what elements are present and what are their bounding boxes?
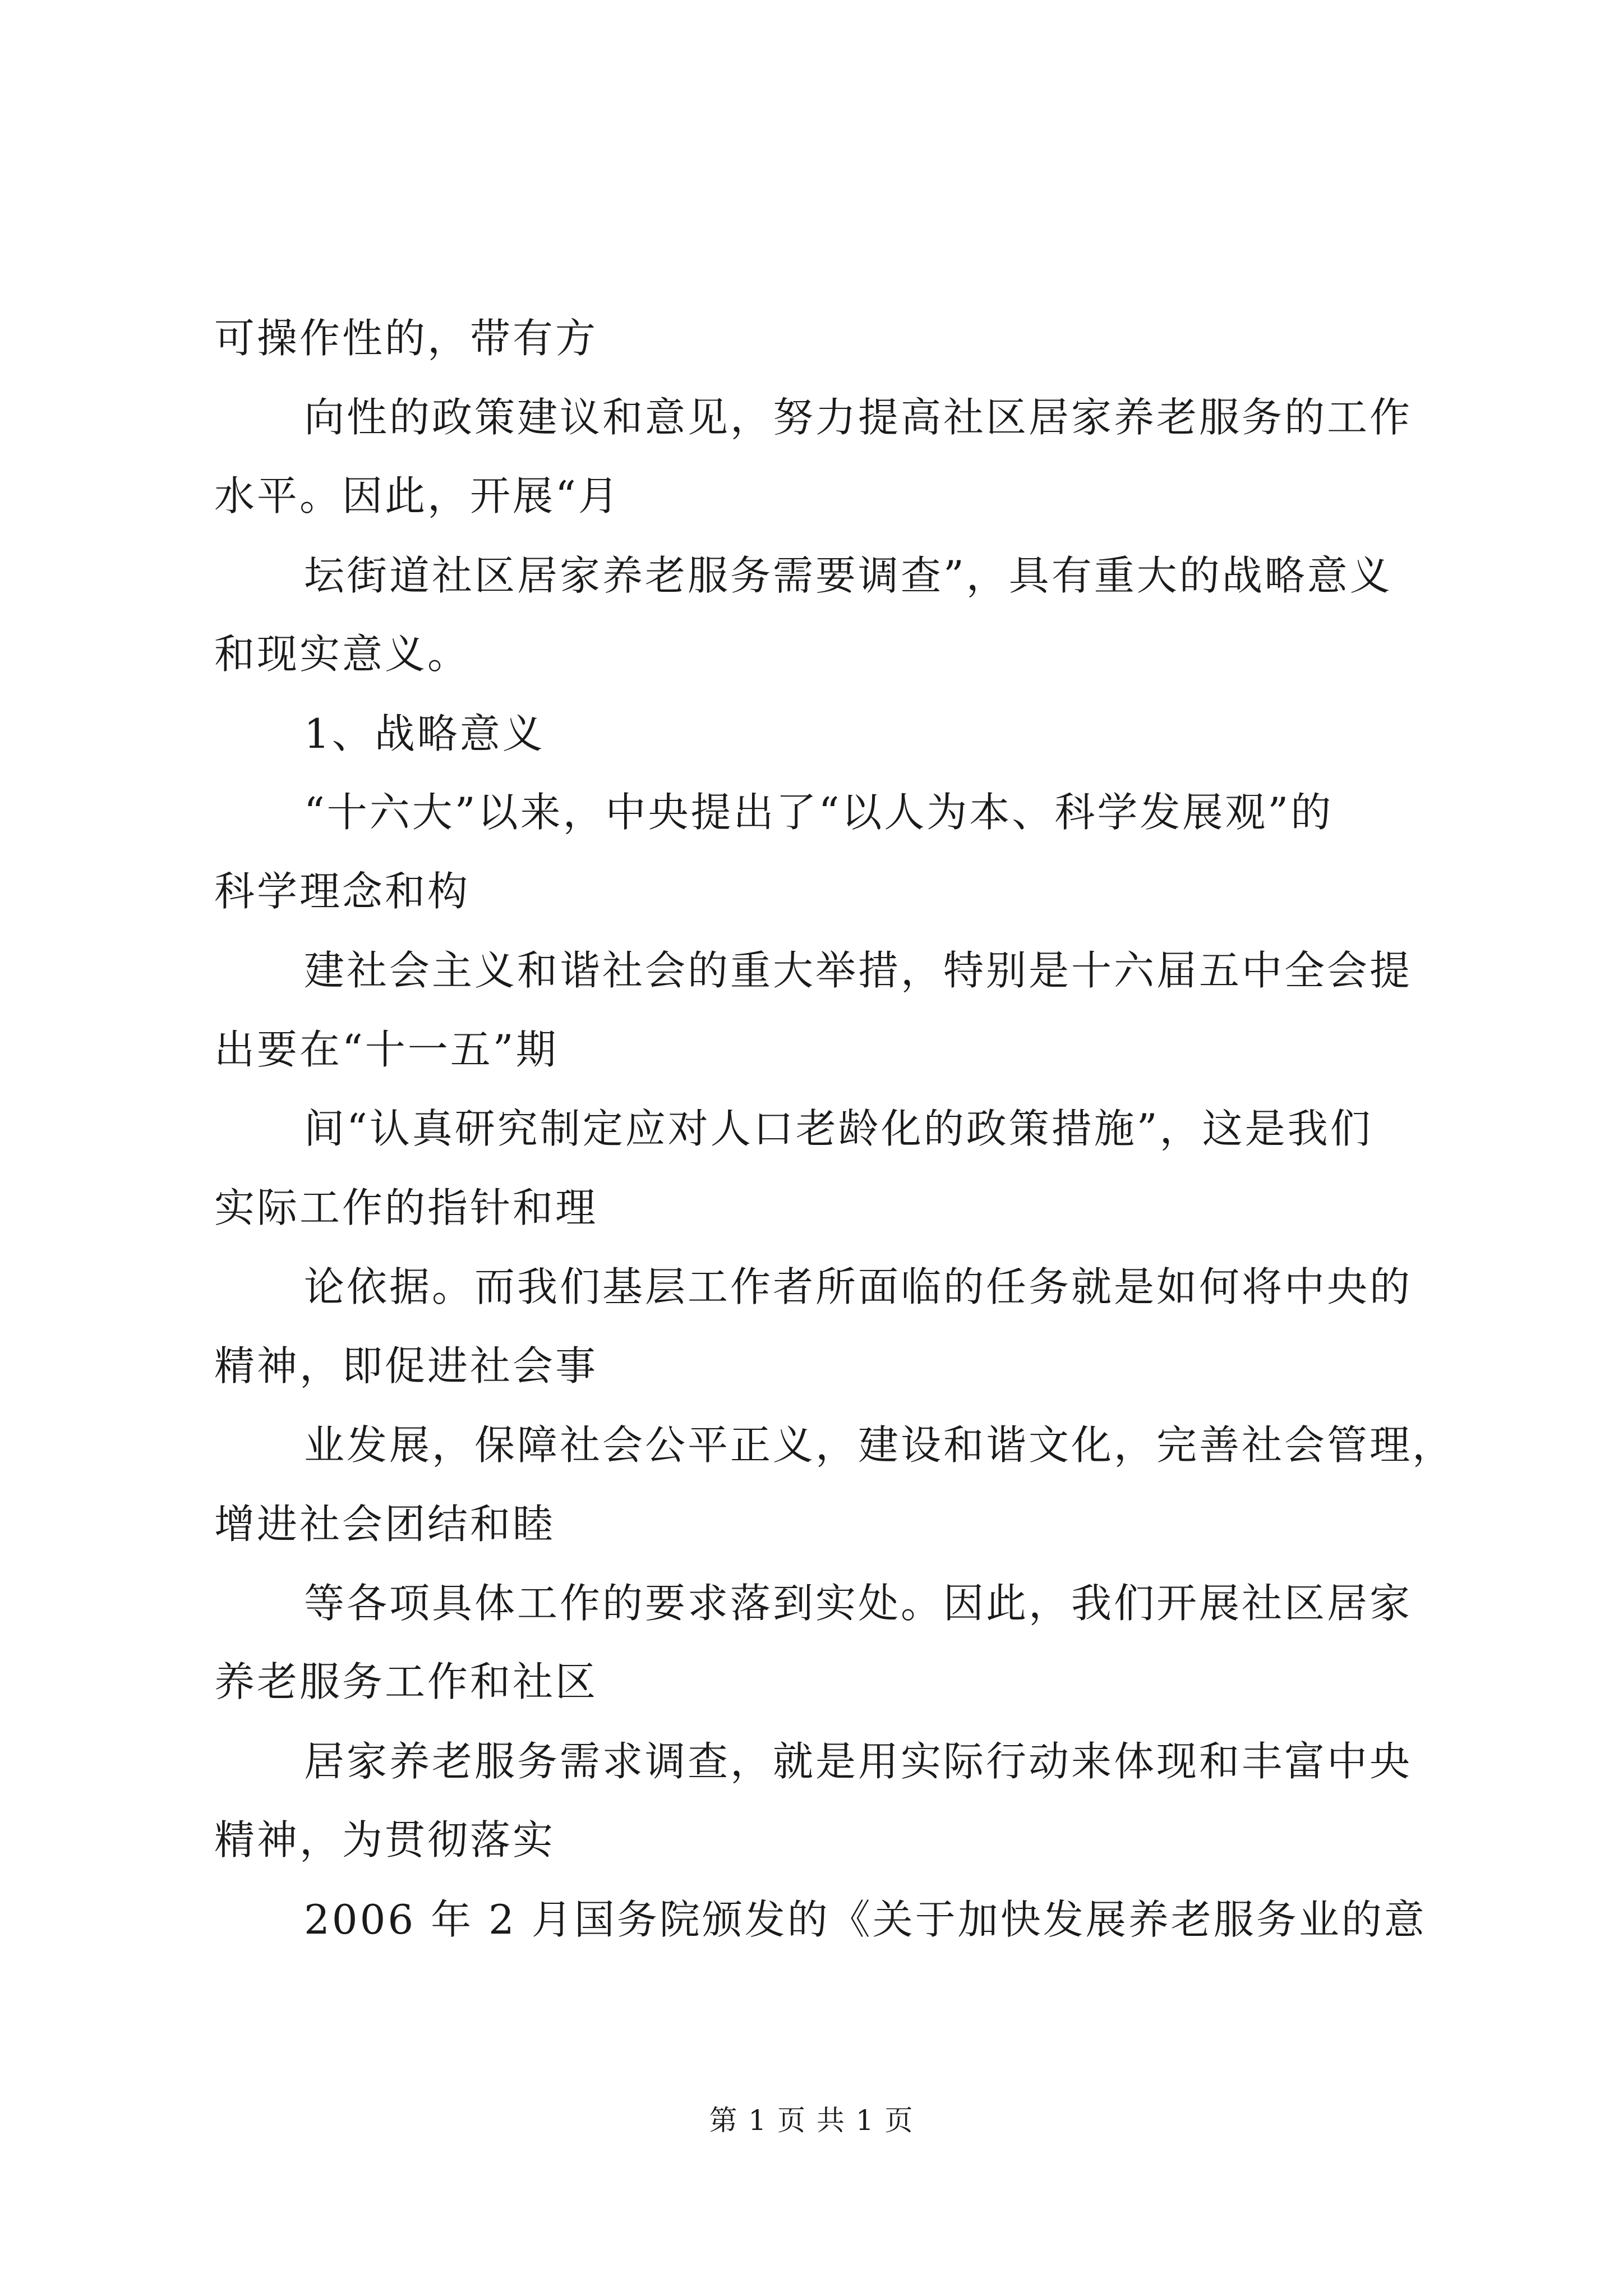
text-line-3: 水平。因此，开展“月	[214, 472, 621, 519]
text-line-9: 建社会主义和谐社会的重大举措，特别是十六届五中全会提	[304, 947, 1413, 994]
text-line-4: 坛街道社区居家养老服务需要调查”，具有重大的战略意义	[304, 552, 1393, 599]
text-line-5: 和现实意义。	[214, 631, 471, 678]
text-line-1: 可操作性的，带有方	[214, 315, 598, 362]
text-line-21: 2006 年 2 月国务院颁发的《关于加快发展养老服务业的意	[304, 1896, 1427, 1943]
text-line-2: 向性的政策建议和意见，努力提高社区居家养老服务的工作	[304, 394, 1413, 441]
text-line-7: “十六大”以来，中央提出了“以人为本、科学发展观”的	[304, 789, 1334, 836]
text-line-18: 养老服务工作和社区	[214, 1658, 598, 1705]
text-line-20: 精神，为贯彻落实	[214, 1816, 556, 1864]
text-line-12: 实际工作的指针和理	[214, 1184, 598, 1231]
text-line-10: 出要在“十一五”期	[214, 1026, 559, 1073]
text-line-14: 精神，即促进社会事	[214, 1342, 598, 1389]
text-line-15: 业发展，保障社会公平正义，建设和谐文化，完善社会管理，	[304, 1421, 1455, 1469]
text-line-19: 居家养老服务需求调查，就是用实际行动来体现和丰富中央	[304, 1738, 1413, 1785]
page-footer: 第 1 页 共 1 页	[709, 2104, 914, 2137]
text-line-17: 等各项具体工作的要求落到实处。因此，我们开展社区居家	[304, 1580, 1413, 1627]
text-line-8: 科学理念和构	[214, 868, 471, 915]
text-line-11: 间“认真研究制定应对人口老龄化的政策措施”，这是我们	[304, 1105, 1373, 1152]
text-line-13: 论依据。而我们基层工作者所面临的任务就是如何将中央的	[304, 1263, 1413, 1310]
section-heading: 1、战略意义	[304, 710, 545, 757]
text-line-16: 增进社会团结和睦	[214, 1501, 556, 1548]
